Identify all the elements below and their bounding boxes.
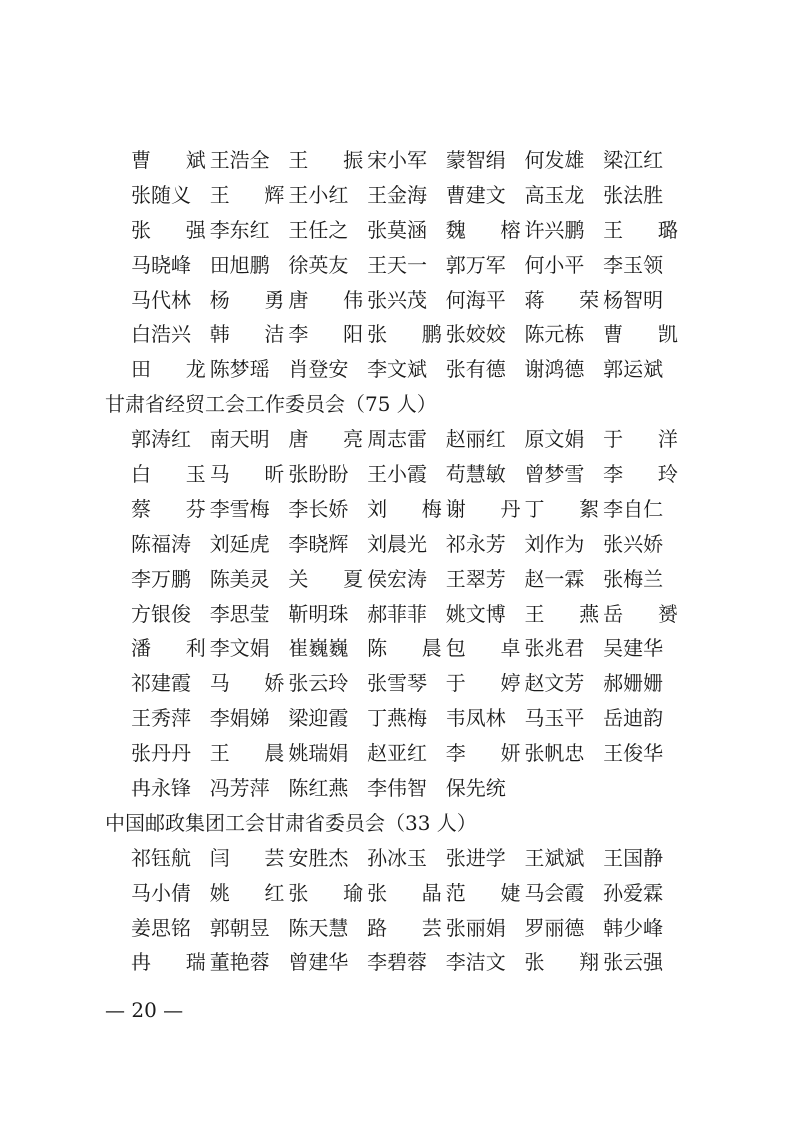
- person-name: 高玉龙: [524, 182, 585, 207]
- name-row: [0, 736, 800, 771]
- person-name: 刘 梅: [367, 496, 442, 521]
- person-name: 周志雷: [367, 427, 428, 452]
- name-row: [0, 527, 800, 562]
- person-name: 王翠芳: [445, 566, 506, 591]
- person-name: 郭朝昱: [209, 915, 270, 940]
- person-name: 南天明: [209, 427, 270, 452]
- person-name: 姚文博: [445, 601, 506, 626]
- person-name: 王小霞: [367, 462, 428, 487]
- person-name: 刘作为: [524, 531, 585, 556]
- name-row: [0, 283, 800, 318]
- person-name: 张兆君: [524, 636, 585, 661]
- person-name: 张梅兰: [603, 566, 664, 591]
- person-name: 姚 红: [209, 880, 285, 905]
- person-name: 孙爱霖: [603, 880, 664, 905]
- person-name: 姜思铭: [131, 915, 191, 940]
- page-number: — 20 —: [105, 998, 184, 1022]
- person-name: 陈福涛: [131, 531, 191, 556]
- person-name: 蒋 荣: [524, 287, 600, 312]
- person-name: 潘 利: [131, 636, 206, 661]
- person-name: 马 娇: [209, 671, 285, 696]
- person-name: 徐英友: [288, 252, 349, 277]
- person-name: 陈梦瑶: [209, 357, 270, 382]
- person-name: 张雪琴: [367, 671, 428, 696]
- person-name: 郭万军: [445, 252, 506, 277]
- person-name: 张云强: [603, 950, 664, 975]
- person-name: 李雪梅: [209, 496, 270, 521]
- person-name: 王 燕: [524, 601, 600, 626]
- person-name: 闫 芸: [209, 845, 285, 870]
- person-name: 王 璐: [603, 217, 678, 242]
- person-name: 张 瑜: [288, 880, 364, 905]
- person-name: 丁燕梅: [367, 706, 428, 731]
- person-name: 王金海: [367, 182, 428, 207]
- name-row: [0, 876, 800, 911]
- person-name: 路 芸: [367, 915, 442, 940]
- person-name: 何发雄: [524, 148, 585, 172]
- person-name: 赵丽红: [445, 427, 506, 452]
- person-name: 冉 瑞: [131, 950, 206, 975]
- person-name: 张盼盼: [288, 462, 349, 487]
- name-row: [0, 143, 800, 178]
- name-row: [0, 945, 800, 980]
- person-name: 王天一: [367, 252, 428, 277]
- person-name: 马代林: [131, 287, 191, 312]
- person-name: 陈 晨: [367, 636, 442, 661]
- person-name: 张进学: [445, 845, 506, 870]
- person-name: 罗丽德: [524, 915, 585, 940]
- person-name: 祁钰航: [131, 845, 191, 870]
- person-name: 丁 絮: [524, 496, 600, 521]
- name-row: [0, 492, 800, 527]
- person-name: 张随义: [131, 182, 191, 207]
- person-name: 曾梦雪: [524, 462, 585, 487]
- person-name: 苟慧敏: [445, 462, 506, 487]
- name-row: [0, 317, 800, 352]
- person-name: 田旭鹏: [209, 252, 270, 277]
- person-name: 郭运斌: [603, 357, 664, 382]
- person-name: 李万鹏: [131, 566, 191, 591]
- person-name: 白 玉: [131, 462, 206, 487]
- name-row: [0, 911, 800, 946]
- person-name: 李晓辉: [288, 531, 349, 556]
- person-name: 王浩全: [209, 148, 270, 172]
- person-name: 韩 洁: [209, 322, 285, 347]
- person-name: 赵文芳: [524, 671, 585, 696]
- person-name: 韩少峰: [603, 915, 664, 940]
- person-name: 曹 斌: [131, 148, 206, 172]
- person-name: 郭涛红: [131, 427, 191, 452]
- person-name: 陈美灵: [209, 566, 270, 591]
- person-name: 侯宏涛: [367, 566, 428, 591]
- person-name: 关 夏: [288, 566, 364, 591]
- name-row: [0, 213, 800, 248]
- person-name: 张丽娟: [445, 915, 506, 940]
- name-row: [0, 597, 800, 632]
- section-heading: 甘肃省经贸工会工作委员会（75 人）: [105, 392, 437, 417]
- person-name: 赵亚红: [367, 741, 428, 766]
- name-row: [0, 248, 800, 283]
- person-name: 张莫涵: [367, 217, 428, 242]
- person-name: 原文娟: [524, 427, 585, 452]
- person-name: 姚瑞娟: [288, 741, 349, 766]
- name-row: [0, 562, 800, 597]
- person-name: 李 妍: [445, 741, 521, 766]
- person-name: 李 玲: [603, 462, 678, 487]
- person-name: 张有德: [445, 357, 506, 382]
- person-name: 王 振: [288, 148, 364, 172]
- person-name: 于 洋: [603, 427, 678, 452]
- person-name: 王 辉: [209, 182, 285, 207]
- person-name: 何海平: [445, 287, 506, 312]
- person-name: 刘延虎: [209, 531, 270, 556]
- person-name: 谢鸿德: [524, 357, 585, 382]
- person-name: 王 晨: [209, 741, 285, 766]
- name-row: [0, 666, 800, 701]
- name-row: [0, 457, 800, 492]
- person-name: 马晓峰: [131, 252, 191, 277]
- person-name: 李文娟: [209, 636, 270, 661]
- person-name: 何小平: [524, 252, 585, 277]
- person-name: 祁永芳: [445, 531, 506, 556]
- person-name: 杨 勇: [209, 287, 285, 312]
- person-name: 张云玲: [288, 671, 349, 696]
- person-name: 靳明珠: [288, 601, 349, 626]
- person-name: 张丹丹: [131, 741, 191, 766]
- person-name: 李思莹: [209, 601, 270, 626]
- person-name: 李东红: [209, 217, 270, 242]
- person-name: 张 晶: [367, 880, 442, 905]
- name-row: [0, 422, 800, 457]
- person-name: 田 龙: [131, 357, 206, 382]
- person-name: 郝菲菲: [367, 601, 428, 626]
- person-name: 陈元栋: [524, 322, 585, 347]
- person-name: 魏 榕: [445, 217, 521, 242]
- person-name: 孙冰玉: [367, 845, 428, 870]
- person-name: 吴建华: [603, 636, 664, 661]
- person-name: 王任之: [288, 217, 349, 242]
- person-name: 曾建华: [288, 950, 349, 975]
- person-name: 岳 赟: [603, 601, 678, 626]
- person-name: 冉永锋: [131, 776, 191, 801]
- person-name: 方银俊: [131, 601, 191, 626]
- person-name: 李玉领: [603, 252, 664, 277]
- person-name: 马小倩: [131, 880, 191, 905]
- person-name: 崔巍巍: [288, 636, 349, 661]
- person-name: 岳迪韵: [603, 706, 664, 731]
- person-name: 马 昕: [209, 462, 285, 487]
- name-row: [0, 178, 800, 213]
- name-row: [0, 631, 800, 666]
- person-name: 李伟智: [367, 776, 428, 801]
- section-heading: 中国邮政集团工会甘肃省委员会（33 人）: [105, 810, 477, 835]
- person-name: 马玉平: [524, 706, 585, 731]
- person-name: 蔡 芬: [131, 496, 206, 521]
- person-name: 李洁文: [445, 950, 506, 975]
- person-name: 李 阳: [288, 322, 364, 347]
- person-name: 李长娇: [288, 496, 349, 521]
- person-name: 保先统: [445, 776, 506, 801]
- person-name: 冯芳萍: [209, 776, 270, 801]
- person-name: 王俊华: [603, 741, 664, 766]
- person-name: 马会霞: [524, 880, 585, 905]
- person-name: 李文斌: [367, 357, 428, 382]
- person-name: 唐 伟: [288, 287, 364, 312]
- person-name: 张帆忠: [524, 741, 585, 766]
- person-name: 白浩兴: [131, 322, 191, 347]
- person-name: 安胜杰: [288, 845, 349, 870]
- person-name: 陈红燕: [288, 776, 349, 801]
- person-name: 张兴茂: [367, 287, 428, 312]
- name-row: [0, 841, 800, 876]
- person-name: 赵一霖: [524, 566, 585, 591]
- person-name: 王国静: [603, 845, 664, 870]
- person-name: 张 强: [131, 217, 206, 242]
- person-name: 张兴娇: [603, 531, 664, 556]
- person-name: 刘晨光: [367, 531, 428, 556]
- person-name: 祁建霞: [131, 671, 191, 696]
- person-name: 范 婕: [445, 880, 521, 905]
- name-row: [0, 701, 800, 736]
- person-name: 陈天慧: [288, 915, 349, 940]
- person-name: 于 婷: [445, 671, 521, 696]
- person-name: 谢 丹: [445, 496, 521, 521]
- person-name: 包 卓: [445, 636, 521, 661]
- person-name: 王小红: [288, 182, 349, 207]
- person-name: 曹 凯: [603, 322, 678, 347]
- person-name: 张 翔: [524, 950, 600, 975]
- person-name: 韦凤林: [445, 706, 506, 731]
- person-name: 董艳蓉: [209, 950, 270, 975]
- person-name: 李碧蓉: [367, 950, 428, 975]
- person-name: 李娟娣: [209, 706, 270, 731]
- person-name: 梁江红: [603, 148, 664, 172]
- person-name: 张 鹏: [367, 322, 442, 347]
- person-name: 蒙智绢: [445, 148, 506, 172]
- person-name: 唐 亮: [288, 427, 364, 452]
- person-name: 许兴鹏: [524, 217, 585, 242]
- person-name: 曹建文: [445, 182, 506, 207]
- person-name: 肖登安: [288, 357, 349, 382]
- person-name: 王斌斌: [524, 845, 585, 870]
- person-name: 张姣姣: [445, 322, 506, 347]
- person-name: 郝姗姗: [603, 671, 664, 696]
- person-name: 王秀萍: [131, 706, 191, 731]
- person-name: 李自仁: [603, 496, 664, 521]
- name-row: [0, 352, 800, 387]
- person-name: 梁迎霞: [288, 706, 349, 731]
- person-name: 宋小军: [367, 148, 428, 172]
- person-name: 张法胜: [603, 182, 664, 207]
- name-row: [0, 771, 800, 806]
- person-name: 杨智明: [603, 287, 664, 312]
- name-list: [0, 143, 800, 980]
